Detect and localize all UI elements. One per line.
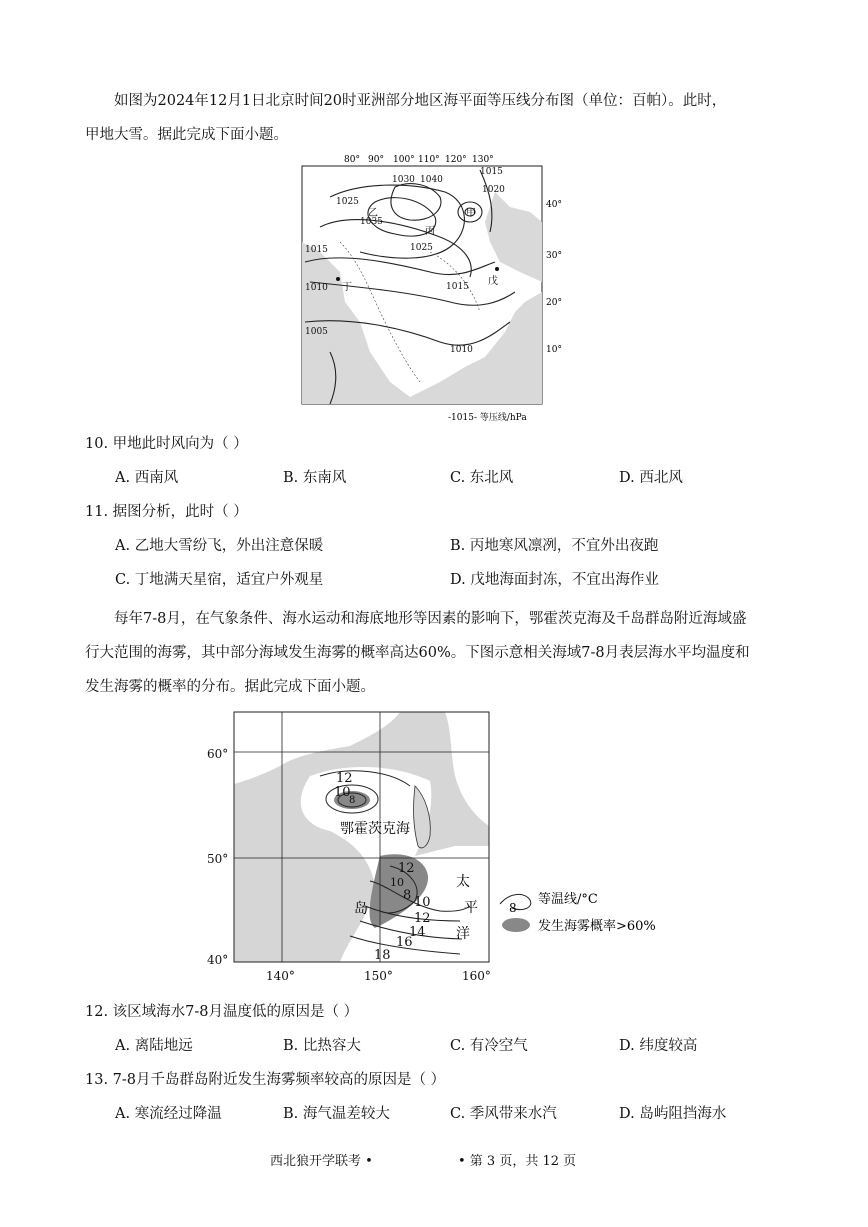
isotherm-label: 10	[334, 785, 351, 800]
lon-label: 120°	[445, 155, 467, 165]
lat-label: 10°	[546, 345, 562, 355]
place-label-wu: 戊	[488, 276, 498, 287]
q10-option-b[interactable]: B. 东南风	[283, 470, 347, 486]
isotherm-label: 14	[409, 925, 426, 940]
isobar-map	[300, 152, 562, 427]
lon-label: 100°	[393, 155, 415, 165]
okhotsk-sea-label: 鄂霍茨克海	[340, 821, 410, 837]
isobar-label: 1010	[305, 283, 328, 293]
lon-label: 150°	[364, 969, 393, 983]
isobar-label: 1040	[420, 175, 443, 185]
lon-label: 110°	[418, 155, 440, 165]
lat-label: 40°	[207, 953, 229, 967]
q12-option-d[interactable]: D. 纬度较高	[619, 1038, 698, 1054]
isobar-label: 1030	[392, 175, 415, 185]
intro2-line-2: 行大范围的海雾，其中部分海域发生海雾的概率高达60%。下图示意相关海域7-8月表层海水平均温度和	[85, 645, 750, 661]
question-12: 12. 该区域海水7-8月温度低的原因是（ ）	[85, 1004, 359, 1020]
isotherm-label: 12	[336, 771, 353, 786]
lat-label: 30°	[546, 251, 562, 261]
place-label-yi: 乙	[368, 208, 378, 219]
intro-line-2: 甲地大雪。据此完成下面小题。	[85, 127, 288, 143]
question-13: 13. 7-8月千岛群岛附近发生海雾频率较高的原因是（ ）	[85, 1072, 446, 1088]
legend-fog-label: 发生海雾概率>60%	[538, 919, 656, 934]
isobar-map-svg	[300, 152, 562, 427]
q10-option-d[interactable]: D. 西北风	[619, 470, 683, 486]
lat-label: 40°	[546, 200, 562, 210]
point-ding	[336, 277, 340, 281]
legend-isotherm-label: 等温线/°C	[538, 892, 598, 907]
q11-option-d[interactable]: D. 戊地海面封冻，不宜出海作业	[450, 572, 659, 588]
footer-page-number: • 第 3 页，共 12 页	[458, 1154, 577, 1169]
place-label-ding: 丁	[342, 282, 352, 293]
legend-fog-symbol	[502, 918, 530, 932]
isobar-label: 1015	[480, 167, 503, 177]
isobar-label: 1020	[482, 185, 505, 195]
isotherm-label: 12	[414, 911, 431, 926]
footer-exam-name: 西北狼开学联考 •	[270, 1154, 373, 1169]
q10-option-c[interactable]: C. 东北风	[450, 470, 514, 486]
intro2-line-3: 发生海雾的概率的分布。据此完成下面小题。	[85, 679, 375, 695]
q12-option-a[interactable]: A. 离陆地远	[115, 1038, 193, 1054]
legend-isotherm-sample: 8	[509, 901, 517, 915]
lat-label: 60°	[207, 747, 229, 761]
isotherm-label: 10	[414, 895, 431, 910]
intro-line-1: 如图为2024年12月1日北京时间20时亚洲部分地区海平面等压线分布图（单位：百帕）。此时，	[114, 93, 727, 109]
isobar-label: 1015	[446, 282, 469, 292]
isotherm-label: 8	[403, 888, 412, 903]
isotherm-label: 10	[390, 876, 404, 889]
lon-label: 160°	[462, 969, 491, 983]
q12-option-c[interactable]: C. 有冷空气	[450, 1038, 528, 1054]
ocean-label-tai: 太	[456, 874, 470, 890]
lon-label: 80°	[344, 155, 360, 165]
isobar-label: 1025	[336, 197, 359, 207]
isobar-label: 1015	[305, 245, 328, 255]
lon-label: 90°	[368, 155, 384, 165]
isotherm-label: 8	[349, 795, 356, 806]
isotherm-label: 12	[398, 861, 415, 876]
q11-option-c[interactable]: C. 丁地满天星宿，适宜户外观星	[115, 572, 324, 588]
place-label-bing: 丙	[425, 226, 435, 237]
lon-label: 140°	[266, 969, 295, 983]
q12-option-b[interactable]: B. 比热容大	[283, 1038, 361, 1054]
q10-option-a[interactable]: A. 西南风	[115, 470, 179, 486]
isobar-label: 1005	[305, 327, 328, 337]
sea-fog-map-svg	[200, 706, 670, 986]
isobar-label: 1025	[410, 243, 433, 253]
lat-label: 50°	[207, 852, 229, 866]
isobar-label: 1010	[450, 345, 473, 355]
point-wu	[495, 267, 499, 271]
q13-option-c[interactable]: C. 季风带来水汽	[450, 1106, 557, 1122]
lat-label: 20°	[546, 298, 562, 308]
place-label-jia: 甲	[466, 208, 476, 219]
lon-label: 130°	[472, 155, 494, 165]
q11-option-a[interactable]: A. 乙地大雪纷飞，外出注意保暖	[115, 538, 324, 554]
isotherm-label: 18	[374, 948, 391, 963]
question-11: 11. 据图分析，此时（ ）	[85, 504, 248, 520]
q13-option-d[interactable]: D. 岛屿阻挡海水	[619, 1106, 727, 1122]
question-10: 10. 甲地此时风向为（ ）	[85, 436, 248, 452]
ocean-label-ping: 平	[464, 900, 478, 916]
ocean-label-yang: 洋	[456, 926, 470, 942]
q13-option-b[interactable]: B. 海气温差较大	[283, 1106, 390, 1122]
isobar-label: 1035	[360, 217, 383, 227]
intro2-line-1: 每年7-8月，在气象条件、海水运动和海底地形等因素的影响下，鄂霍茨克海及千岛群岛附近海域盛	[114, 611, 747, 627]
island-label: 岛	[354, 901, 368, 917]
isobar-legend: -1015- 等压线/hPa	[448, 413, 527, 423]
q13-option-a[interactable]: A. 寒流经过降温	[115, 1106, 222, 1122]
sea-fog-map	[200, 706, 670, 986]
q11-option-b[interactable]: B. 丙地寒风凛冽，不宜外出夜跑	[450, 538, 659, 554]
isotherm-label: 16	[396, 935, 413, 950]
